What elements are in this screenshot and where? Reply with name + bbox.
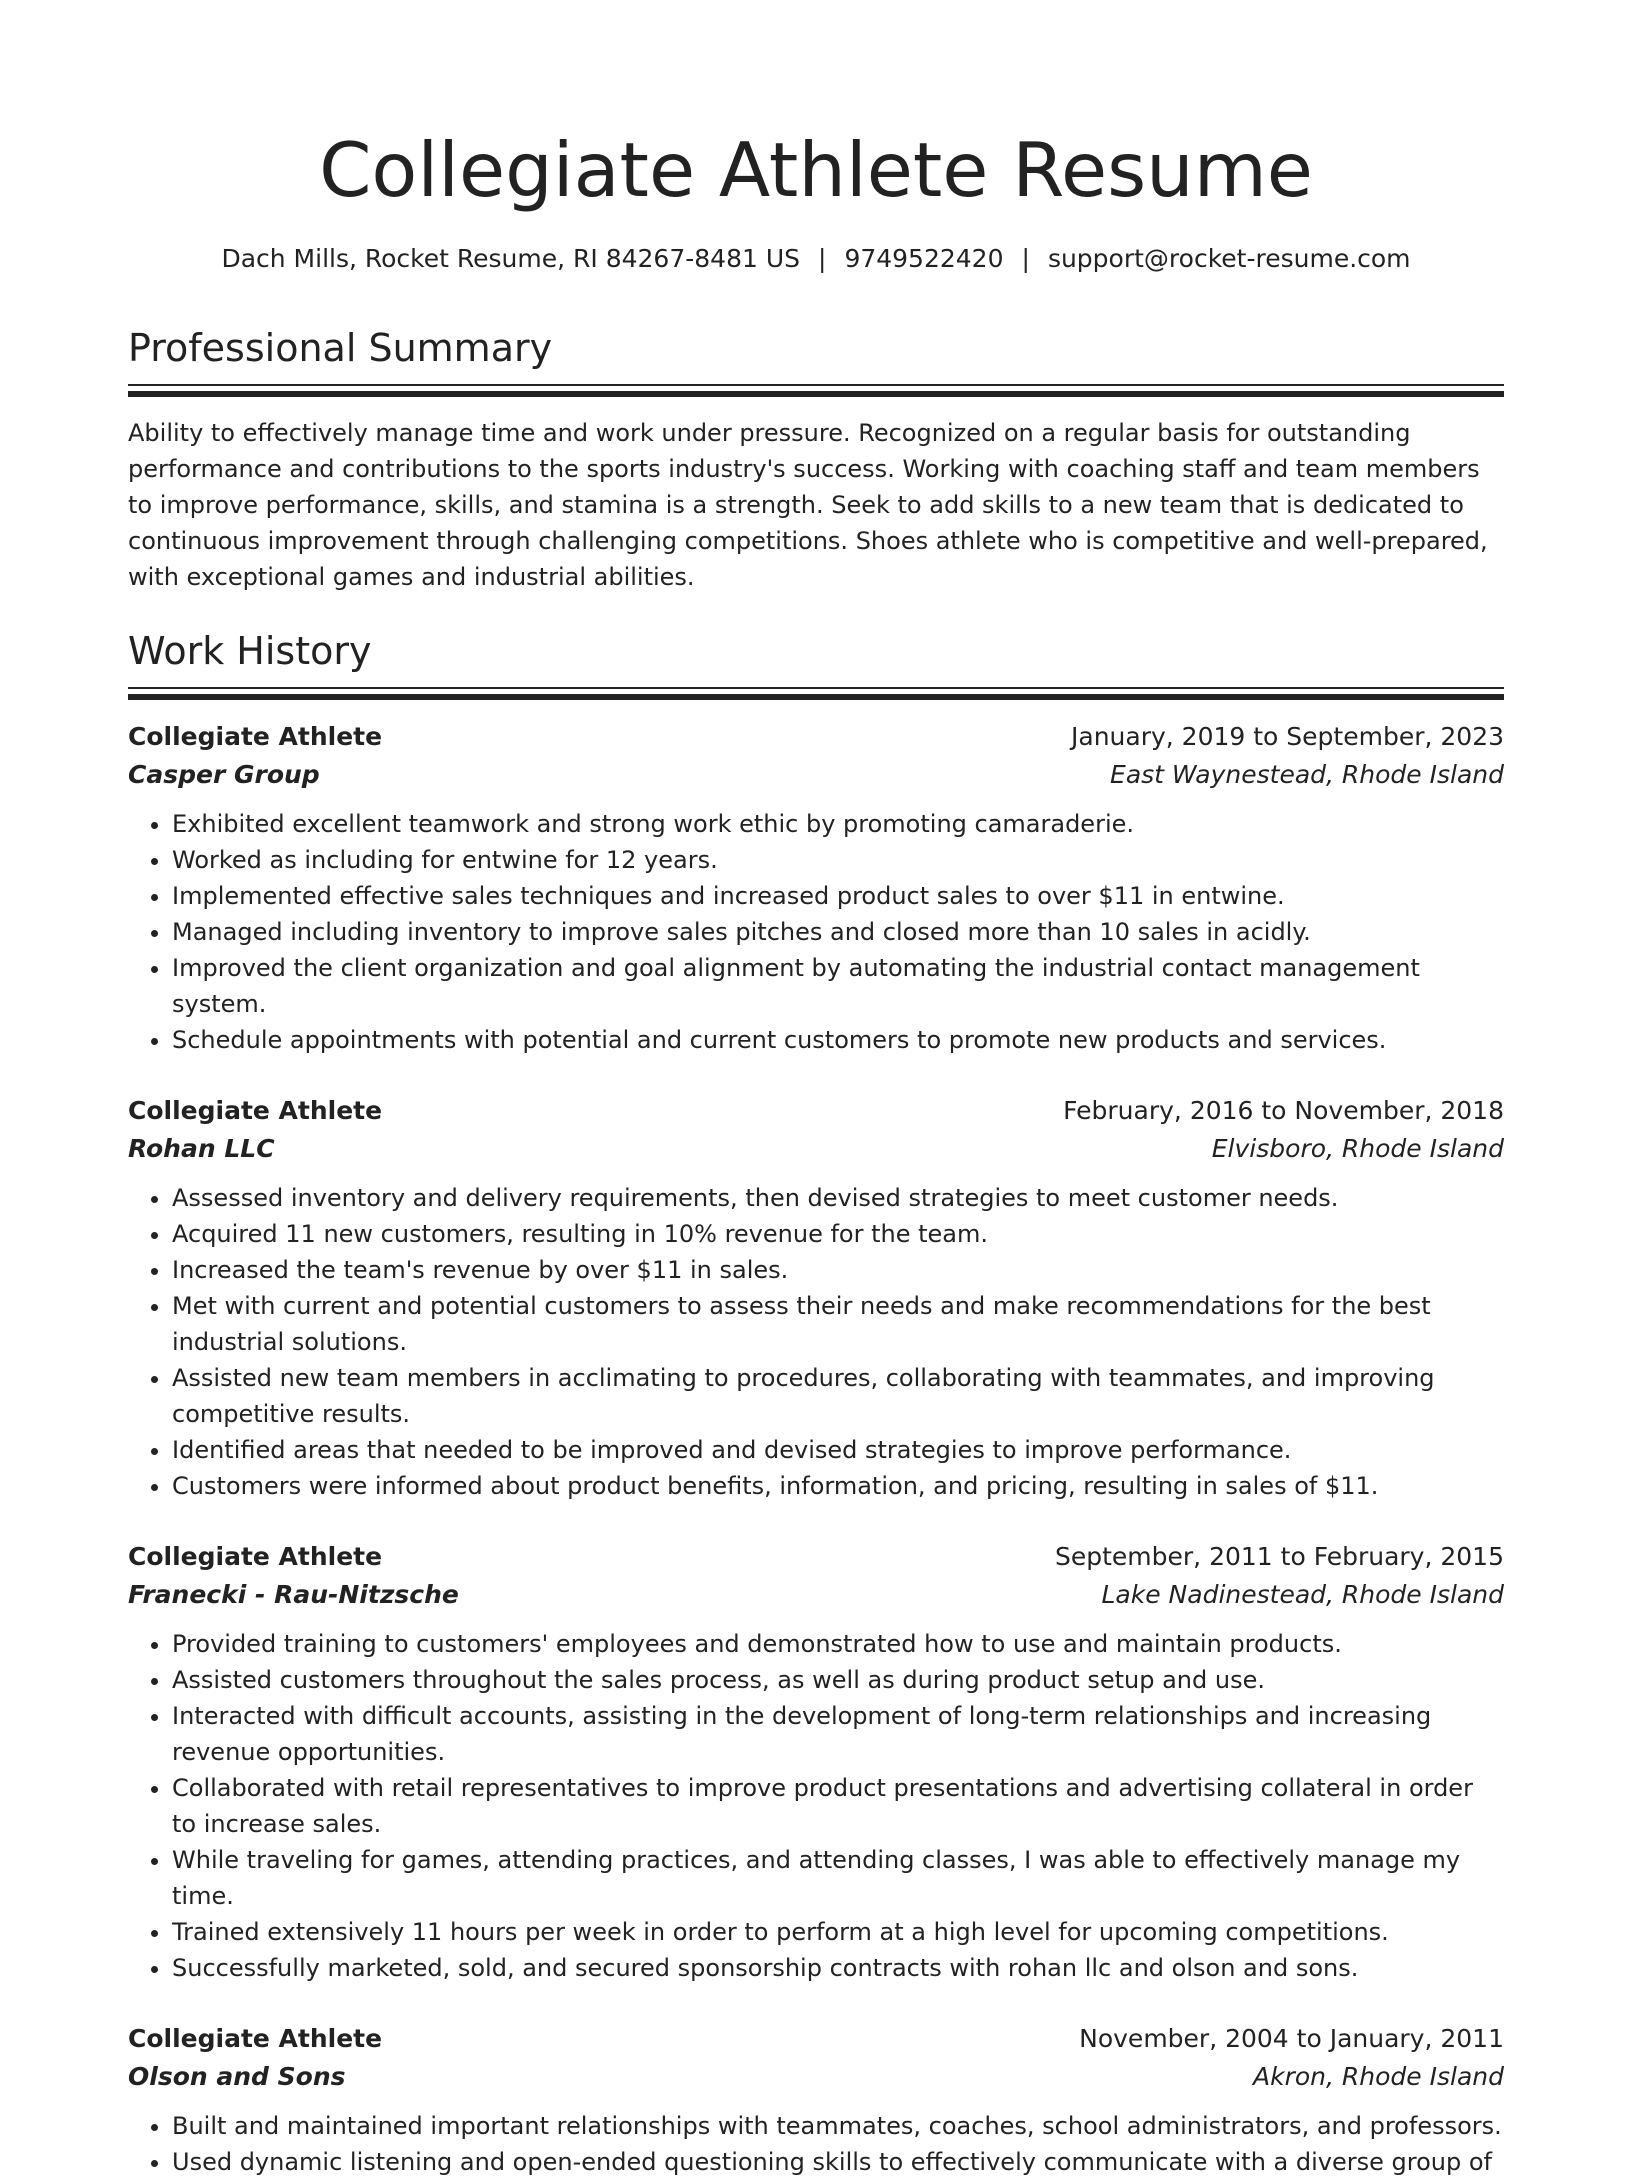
job-bullet: • Acquired 11 new customers, resulting in 10% revenue for the team. [172, 1216, 1504, 1252]
job-bullet: • Assisted customers throughout the sales process, as well as during product setup and use. [172, 1662, 1504, 1698]
job-entry [128, 1538, 1504, 1986]
job-entry [128, 1092, 1504, 1504]
section-divider-thick [128, 391, 1504, 397]
job-bullet: • Assessed inventory and delivery requirements, then devised strategies to meet customer needs. [172, 1180, 1504, 1216]
job-bullet: • Successfully marketed, sold, and secured sponsorship contracts with rohan llc and olson and sons. [172, 1950, 1504, 1986]
section-divider-thin [128, 384, 1504, 386]
contact-line [128, 242, 1504, 276]
section-heading: Professional Summary [128, 326, 553, 370]
job-bullet: • Identified areas that needed to be improved and devised strategies to improve performance. [172, 1432, 1504, 1468]
job-subheader [128, 756, 1504, 794]
section-divider-thick [128, 694, 1504, 700]
contact-separator: | [1021, 244, 1030, 273]
job-bullet: • Worked as including for entwine for 12 years. [172, 842, 1504, 878]
job-bullet: • Exhibited excellent teamwork and strong work ethic by promoting camaraderie. [172, 806, 1504, 842]
job-bullet: • Collaborated with retail representatives to improve product presentations and advertising collateral in order to increase sales. [172, 1770, 1504, 1842]
resume-title: Collegiate Athlete Resume [319, 126, 1313, 214]
work-history-section [128, 627, 1504, 2180]
job-bullet: • Increased the team's revenue by over $11 in sales. [172, 1252, 1504, 1288]
job-dates: January, 2019 to September, 2023 [1071, 722, 1504, 751]
job-bullets [128, 806, 1504, 1058]
job-title: Collegiate Athlete [128, 1096, 383, 1125]
job-bullet: • Customers were informed about product benefits, information, and pricing, resulting in sales of $11. [172, 1468, 1504, 1504]
job-title: Collegiate Athlete [128, 2024, 383, 2053]
job-bullet: • Schedule appointments with potential and current customers to promote new products and services. [172, 1022, 1504, 1058]
job-header [128, 1538, 1504, 1576]
job-dates: September, 2011 to February, 2015 [1055, 1542, 1504, 1571]
job-bullet: • Used dynamic listening and open-ended questioning skills to effectively communicate with a diverse group of [172, 2144, 1504, 2180]
job-bullet: • Provided training to customers' employees and demonstrated how to use and maintain products. [172, 1626, 1504, 1662]
contact-email: support@rocket-resume.com [1047, 244, 1411, 273]
section-heading: Work History [128, 629, 372, 673]
job-bullets [128, 2108, 1504, 2180]
job-dates: November, 2004 to January, 2011 [1079, 2024, 1504, 2053]
professional-summary-section [128, 324, 1504, 595]
job-subheader [128, 2058, 1504, 2096]
contact-address: Dach Mills, Rocket Resume, RI 84267-8481 US [221, 244, 800, 273]
job-location: Elvisboro, Rhode Island [1211, 1134, 1504, 1163]
job-company: Olson and Sons [128, 2062, 346, 2091]
job-bullets [128, 1626, 1504, 1986]
job-bullet: • Managed including inventory to improve sales pitches and closed more than 10 sales in acidly. [172, 914, 1504, 950]
job-company: Rohan LLC [128, 1134, 275, 1163]
job-bullet: • Interacted with difficult accounts, assisting in the development of long-term relationships and increasing revenue opportunities. [172, 1698, 1504, 1770]
job-bullet: • While traveling for games, attending practices, and attending classes, I was able to effectively manage my time. [172, 1842, 1504, 1914]
job-bullet: • Implemented effective sales techniques and increased product sales to over $11 in entwine. [172, 878, 1504, 914]
job-bullet: • Built and maintained important relationships with teammates, coaches, school administrators, and professors. [172, 2108, 1504, 2144]
job-bullet: • Met with current and potential customers to assess their needs and make recommendations for the best industrial solutions. [172, 1288, 1504, 1360]
job-dates: February, 2016 to November, 2018 [1063, 1096, 1504, 1125]
job-location: East Waynestead, Rhode Island [1110, 760, 1504, 789]
job-subheader [128, 1576, 1504, 1614]
contact-phone: 9749522420 [844, 244, 1004, 273]
job-subheader [128, 1130, 1504, 1168]
job-title: Collegiate Athlete [128, 722, 383, 751]
job-bullet: • Trained extensively 11 hours per week in order to perform at a high level for upcoming competitions. [172, 1914, 1504, 1950]
job-header [128, 2020, 1504, 2058]
job-entry [128, 718, 1504, 1058]
contact-separator: | [818, 244, 827, 273]
job-location: Akron, Rhode Island [1253, 2062, 1504, 2091]
job-header [128, 718, 1504, 756]
summary-text: Ability to effectively manage time and work under pressure. Recognized on a regular basis for outstanding performance and contributions to the sports industry's success. Working with coaching staff and team members to improve performance, skills, and stamina is a strength. Seek to add skills to a new team that is dedicated to continuous improvement through challenging competitions. Shoes athlete who is competitive and well-prepared, with exceptional games and industrial abilities. [128, 419, 1488, 591]
job-company: Franecki - Rau-Nitzsche [128, 1580, 459, 1609]
section-divider-thin [128, 687, 1504, 689]
job-bullet: • Assisted new team members in acclimating to procedures, collaborating with teammates, and improving competitive results. [172, 1360, 1504, 1432]
job-bullets [128, 1180, 1504, 1504]
job-company: Casper Group [128, 760, 320, 789]
job-bullet: • Improved the client organization and goal alignment by automating the industrial contact management system. [172, 950, 1504, 1022]
job-entry [128, 2020, 1504, 2180]
job-title: Collegiate Athlete [128, 1542, 383, 1571]
job-header [128, 1092, 1504, 1130]
job-location: Lake Nadinestead, Rhode Island [1101, 1580, 1504, 1609]
